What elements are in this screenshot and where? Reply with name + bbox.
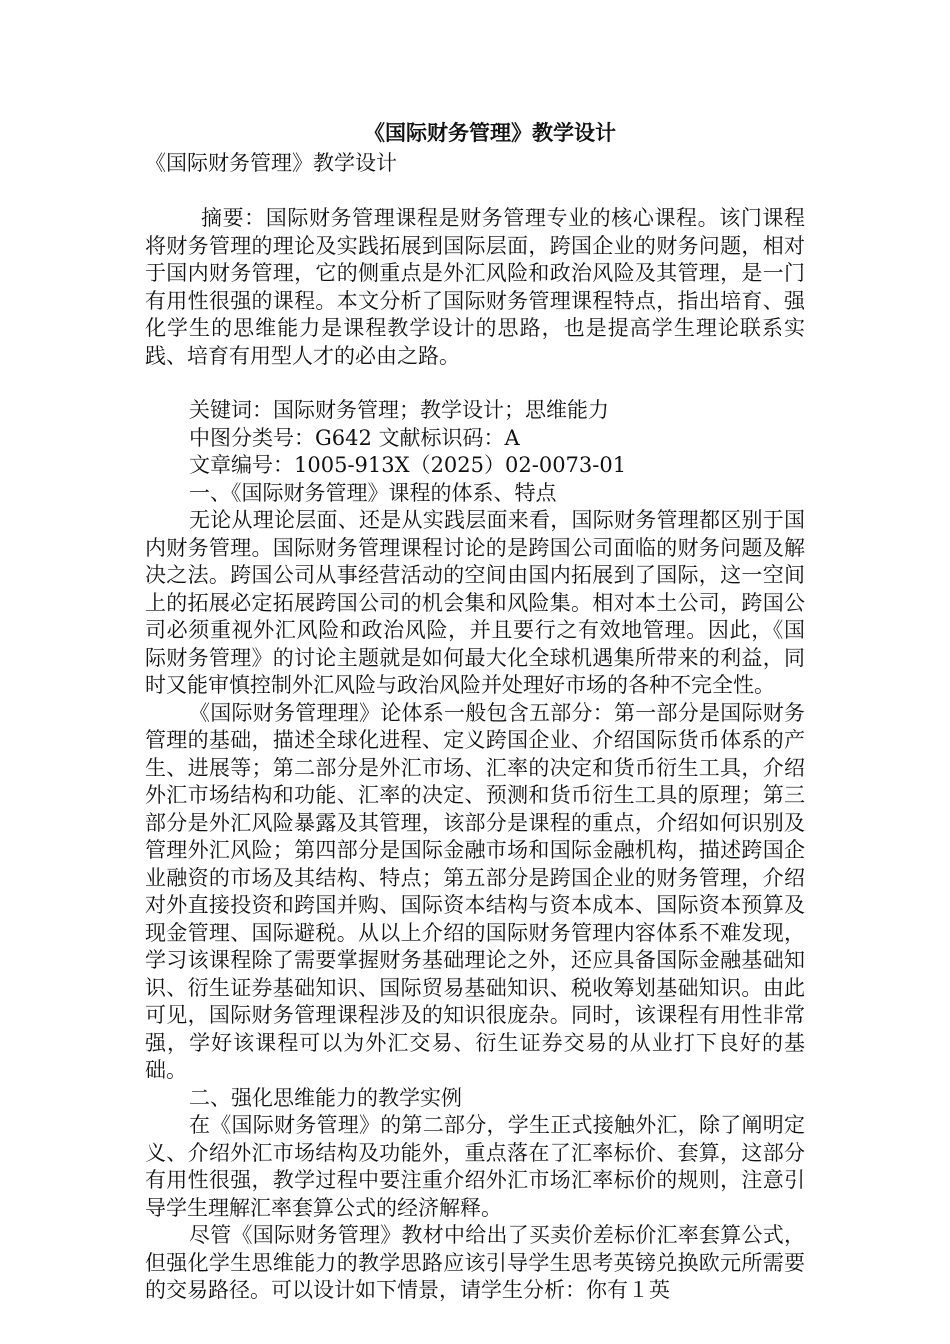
document-page: [145, 118, 805, 1305]
section1-paragraph-1: 无论从理论层面、还是从实践层面来看，国际财务管理都区别于国内财务管理。国际财务管理课程讨论的是跨国公司面临的财务问题及解决之法。跨国公司从事经营活动的空间由国内拓展到了国际，这一空间上的拓展必定拓展跨国公司的机会集和风险集。相对本土公司，跨国公司必须重视外汇风险和政治风险，并且要行之有效地管理。因此，《国际财务管理》的讨论主题就是如何最大化全球机遇集所带来的利益，同时又能审慎控制外汇风险与政治风险并处理好市场的各种不完全性。: [145, 508, 805, 697]
section-heading-2: 二、强化思维能力的教学实例: [189, 1085, 462, 1110]
section-heading-1: 一、《国际财务管理》课程的体系、特点: [189, 480, 557, 505]
abstract-paragraph: 摘要：国际财务管理课程是财务管理专业的核心课程。该门课程将财务管理的理论及实践拓展到国际层面，跨国企业的财务问题，相对于国内财务管理，它的侧重点是外汇风险和政治风险及其管理，是一门有用性很强的课程。本文分析了国际财务管理课程特点，指出培育、强化学生的思维能力是课程教学设计的思路，也是提高学生理论联系实践、培育有用型人才的必由之路。: [145, 206, 805, 368]
section1-paragraph-2: 《国际财务管理理》论体系一般包含五部分：第一部分是国际财务管理的基础，描述全球化进程、定义跨国企业、介绍国际货币体系的产生、进展等；第二部分是外汇市场、汇率的决定和货币衍生工具，介绍外汇市场结构和功能、汇率的决定、预测和货币衍生工具的原理；第三部分是外汇风险暴露及其管理，该部分是课程的重点，介绍如何识别及管理外汇风险；第四部分是国际金融市场和国际金融机构，描述跨国企业融资的市场及其结构、特点；第五部分是跨国企业的财务管理，介绍对外直接投资和跨国并购、国际资本结构与资本成本、国际资本预算及现金管理、国际避税。从以上介绍的国际财务管理内容体系不难发现，学习该课程除了需要掌握财务基础理论之外，还应具备国际金融基础知识、衍生证券基础知识、国际贸易基础知识、税收筹划基础知识。由此可见，国际财务管理课程涉及的知识很庞杂。同时，该课程有用性非常强，学好该课程可以为外汇交易、衍生证券交易的从业打下良好的基础。: [145, 700, 805, 1082]
classification-line: 中图分类号：G642 文献标识码：A: [189, 425, 520, 450]
section2-paragraph-2: 尽管《国际财务管理》教材中给出了买卖价差标价汇率套算公式，但强化学生思维能力的教学思路应该引导学生思考英镑兑换欧元所需要的交易路径。可以设计如下情景，请学生分析：你有１英: [145, 1223, 805, 1302]
document-title: 《国际财务管理》教学设计: [364, 120, 616, 145]
article-number-line: 文章编号：1005-913X（2025）02-0073-01: [189, 453, 627, 477]
keywords-line: 关键词：国际财务管理；教学设计；思维能力: [189, 398, 609, 422]
document-subtitle: 《国际财务管理》教学设计: [145, 151, 397, 175]
section2-paragraph-1: 在《国际财务管理》的第二部分，学生正式接触外汇，除了阐明定义、介绍外汇市场结构及功能外，重点落在了汇率标价、套算，这部分有用性很强，教学过程中要注重介绍外汇市场汇率标价的规则，注意引导学生理解汇率套算公式的经济解释。: [145, 1113, 805, 1220]
